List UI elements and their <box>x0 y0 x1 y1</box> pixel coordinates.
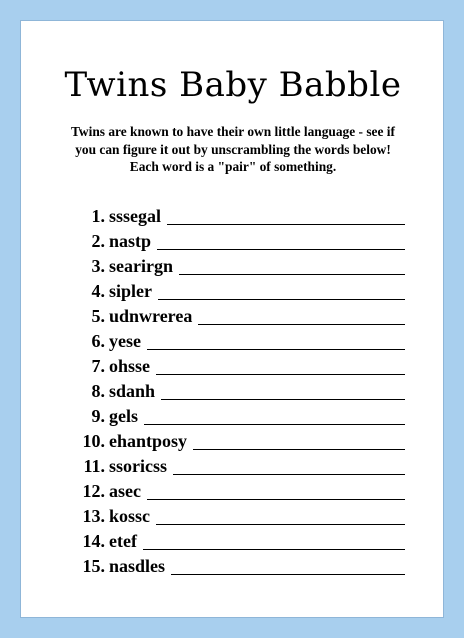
item-number: 13. <box>82 506 105 526</box>
scrambled-word: yese <box>109 331 141 351</box>
scrambled-word: nasdles <box>109 556 166 576</box>
item-number: 5. <box>91 306 105 326</box>
scrambled-word: udnwrerea <box>109 306 193 326</box>
answer-blank[interactable] <box>147 349 405 350</box>
list-item <box>21 455 445 479</box>
item-number: 2. <box>91 231 105 251</box>
scrambled-word: etef <box>109 531 137 551</box>
list-item <box>21 380 445 404</box>
item-number: 7. <box>91 356 105 376</box>
item-number: 11. <box>83 456 105 476</box>
item-number: 15. <box>82 556 105 576</box>
scrambled-word: sdanh <box>109 381 156 401</box>
list-item <box>21 430 445 454</box>
item-number: 6. <box>91 331 105 351</box>
list-item <box>21 330 445 354</box>
answer-blank[interactable] <box>173 474 405 475</box>
answer-blank[interactable] <box>144 424 405 425</box>
list-item <box>21 505 445 529</box>
answer-blank[interactable] <box>161 399 405 400</box>
answer-blank[interactable] <box>143 549 405 550</box>
list-item <box>21 480 445 504</box>
answer-blank[interactable] <box>157 249 405 250</box>
list-item <box>21 405 445 429</box>
scrambled-word: sipler <box>109 281 152 301</box>
scrambled-word: ohsse <box>109 356 151 376</box>
answer-blank[interactable] <box>179 274 405 275</box>
scrambled-word: nastp <box>109 231 152 251</box>
item-number: 3. <box>91 256 105 276</box>
instructions-line-1: Twins are known to have their own little language - see if <box>71 124 395 139</box>
list-item <box>21 230 445 254</box>
item-number: 4. <box>91 281 105 301</box>
answer-blank[interactable] <box>147 499 405 500</box>
instructions <box>29 123 437 176</box>
instructions-line-2: you can figure it out by unscrambling the words below! <box>75 141 391 157</box>
answer-blank[interactable] <box>156 374 405 375</box>
list-item <box>21 280 445 304</box>
worksheet-card <box>20 20 444 618</box>
list-item <box>21 355 445 379</box>
instructions-line-3: Each word is a "pair" of something. <box>129 159 337 174</box>
scrambled-word: asec <box>109 481 141 501</box>
list-item <box>21 205 445 229</box>
scrambled-word: searirgn <box>109 256 173 276</box>
list-item <box>21 255 445 279</box>
scrambled-word: sssegal <box>109 206 162 226</box>
answer-blank[interactable] <box>167 224 405 225</box>
list-item <box>21 530 445 554</box>
item-number: 8. <box>91 381 105 401</box>
scrambled-word: ehantposy <box>109 431 188 451</box>
scrambled-word: ssoricss <box>109 456 167 476</box>
item-number: 9. <box>91 406 105 426</box>
scrambled-word: gels <box>109 406 138 426</box>
scrambled-word: kossc <box>109 506 151 526</box>
answer-blank[interactable] <box>198 324 405 325</box>
item-number: 12. <box>82 481 105 501</box>
list-item <box>21 305 445 329</box>
answer-blank[interactable] <box>171 574 405 575</box>
answer-blank[interactable] <box>158 299 405 300</box>
answer-blank[interactable] <box>156 524 405 525</box>
item-number: 1. <box>91 206 105 226</box>
list-item <box>21 555 445 579</box>
item-number: 10. <box>82 431 105 451</box>
answer-blank[interactable] <box>193 449 405 450</box>
page-title: Twins Baby Babble <box>64 65 402 105</box>
item-number: 14. <box>82 531 105 551</box>
